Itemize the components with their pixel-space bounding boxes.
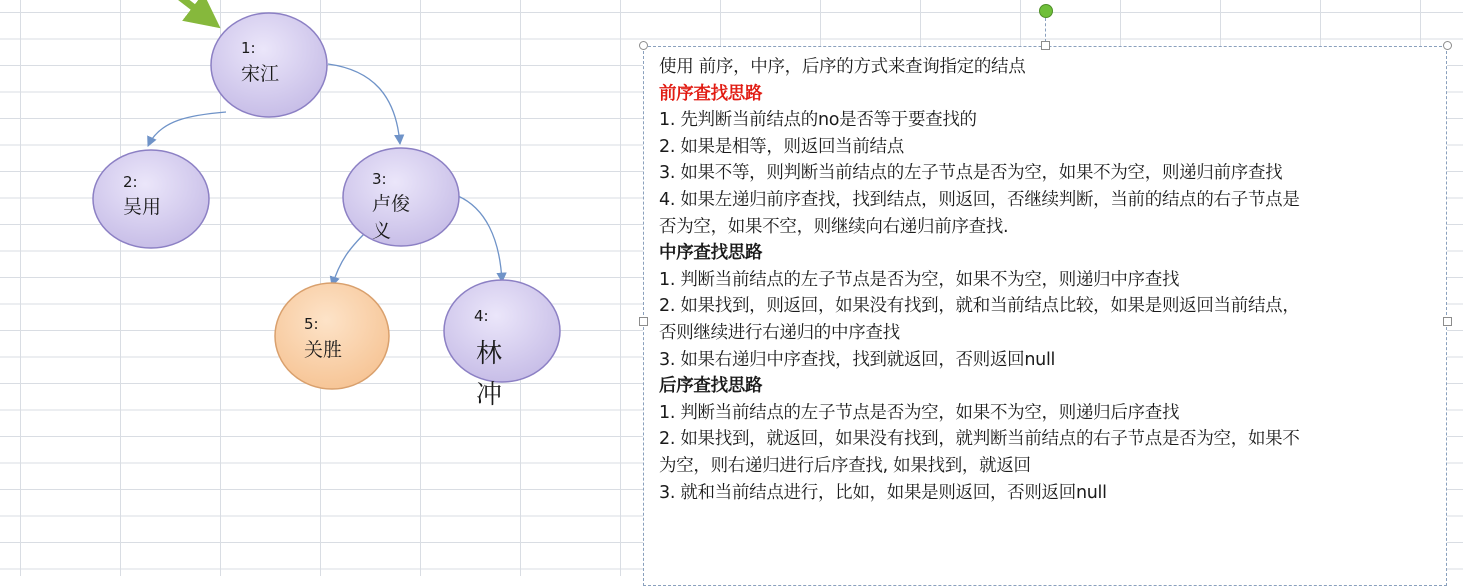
node-name-line-1: 林 [476,339,503,369]
intro-line: 使用 前序，中序，后序的方式来查询指定的结点 [659,57,1026,77]
binary-tree-diagram [0,0,640,576]
preorder-line: 否为空，如果不空，则继续向右递归前序查找. [659,216,1009,237]
postorder-title: 后序查找思路 [659,376,763,397]
rotate-handle-stem [1045,18,1046,42]
inorder-title: 中序查找思路 [659,243,763,264]
postorder-line: 1. 判断当前结点的左子节点是否为空，如果不为空，则递归后序查找 [659,402,1180,423]
tree-node-4[interactable] [444,280,560,410]
resize-handle-right[interactable] [1443,317,1452,326]
text-box-content[interactable] [659,54,1439,506]
node-number: 1: [241,39,256,57]
resize-handle-left[interactable] [639,317,648,326]
preorder-line: 2. 如果是相等，则返回当前结点 [659,136,904,157]
node-number: 3: [372,170,387,188]
rotate-handle[interactable] [1039,4,1053,18]
text-box[interactable] [643,46,1447,586]
node-number: 4: [474,307,489,325]
resize-handle-top-right[interactable] [1443,41,1452,50]
node-number: 2: [123,173,138,191]
tree-node-1[interactable] [211,13,327,117]
preorder-line: 1. 先判断当前结点的no是否等于要查找的 [659,110,977,131]
edge-n3-n5 [332,232,366,286]
postorder-line: 3. 就和当前结点进行，比如，如果是则返回，否则返回null [659,482,1107,503]
edge-n1-n2 [148,112,226,146]
tree-node-3[interactable] [343,148,459,246]
node-name-line-2: 冲 [476,380,503,410]
preorder-line: 4. 如果左递归前序查找，找到结点，则返回，否继续判断，当前的结点的右子节点是 [659,189,1300,210]
node-name: 宋江 [241,63,280,85]
node-name: 关胜 [304,339,343,361]
inorder-line: 否则继续进行右递归的中序查找 [659,322,900,343]
tree-node-5[interactable] [275,283,389,389]
tree-node-2[interactable] [93,150,209,248]
node-name-line-1: 卢俊 [372,193,411,215]
preorder-title: 前序查找思路 [659,83,763,104]
edge-n1-n3 [328,64,400,144]
resize-handle-top-left[interactable] [639,41,648,50]
inorder-line: 1. 判断当前结点的左子节点是否为空，如果不为空，则递归中序查找 [659,269,1180,290]
resize-handle-top[interactable] [1041,41,1050,50]
pointer-arrow-icon [176,0,215,24]
postorder-line: 为空，则右递归进行后序查找, 如果找到，就返回 [659,455,1031,476]
node-number: 5: [304,315,319,333]
inorder-line: 3. 如果右递归中序查找，找到就返回，否则返回null [659,349,1056,370]
node-name: 吴用 [123,196,162,218]
postorder-line: 2. 如果找到，就返回，如果没有找到，就判断当前结点的右子节点是否为空，如果不 [659,429,1300,450]
preorder-line: 3. 如果不等，则判断当前结点的左子节点是否为空，如果不为空，则递归前序查找 [659,163,1283,184]
inorder-line: 2. 如果找到，则返回，如果没有找到，就和当前结点比较，如果是则返回当前结点， [659,296,1300,317]
node-name-line-2: 义 [372,220,392,242]
edge-n3-n4 [458,196,502,282]
